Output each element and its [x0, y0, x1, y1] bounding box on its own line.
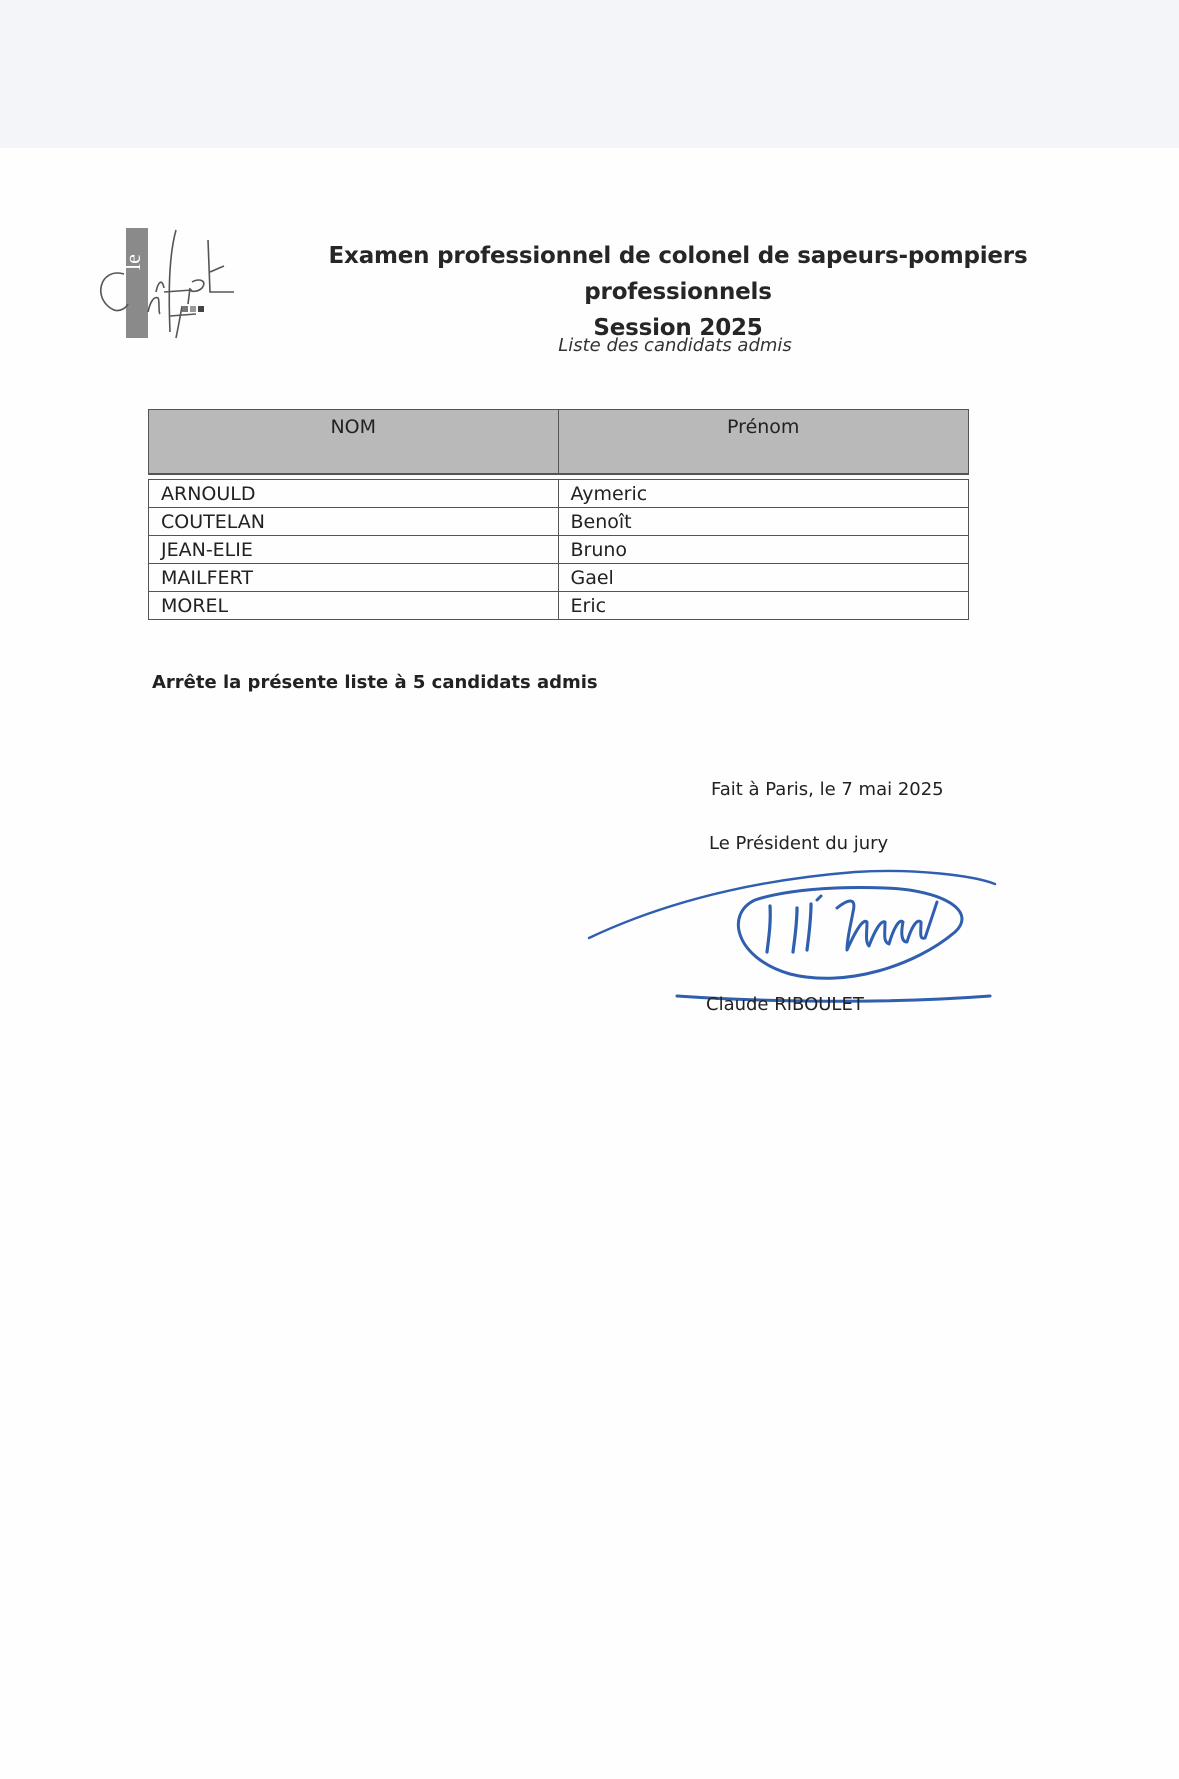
- candidates-table: [148, 409, 969, 620]
- title-line-2: Session 2025: [593, 315, 763, 341]
- cell-nom: MAILFERT: [148, 564, 559, 592]
- svg-text:le: le: [120, 254, 145, 270]
- cnfpt-logo: [84, 222, 244, 352]
- column-header-nom: NOM: [148, 409, 559, 475]
- table-row: [148, 479, 969, 508]
- cell-prenom: Eric: [559, 592, 970, 620]
- column-header-prenom: Prénom: [559, 409, 970, 475]
- table-row: [148, 592, 969, 620]
- cell-nom: ARNOULD: [148, 479, 559, 508]
- cell-nom: JEAN-ELIE: [148, 536, 559, 564]
- cell-prenom: Bruno: [559, 536, 970, 564]
- signatory-role: Le Président du jury: [709, 833, 889, 854]
- cell-nom: MOREL: [148, 592, 559, 620]
- cell-nom: COUTELAN: [148, 508, 559, 536]
- place-and-date: Fait à Paris, le 7 mai 2025: [711, 779, 944, 800]
- document-subtitle: Liste des candidats admis: [558, 335, 792, 356]
- table-row: [148, 564, 969, 592]
- document-title: [258, 238, 1098, 346]
- conclusion-statement: Arrête la présente liste à 5 candidats admis: [152, 672, 598, 693]
- cell-prenom: Benoît: [559, 508, 970, 536]
- table-header-row: [148, 409, 969, 475]
- cell-prenom: Aymeric: [559, 479, 970, 508]
- top-band: [0, 0, 1179, 148]
- table-row: [148, 536, 969, 564]
- table-row: [148, 508, 969, 536]
- signer-name: Claude RIBOULET: [706, 994, 864, 1015]
- handwritten-signature: [585, 862, 1005, 1012]
- cell-prenom: Gael: [559, 564, 970, 592]
- title-line-1: Examen professionnel de colonel de sapeurs-pompiers professionnels: [328, 243, 1028, 305]
